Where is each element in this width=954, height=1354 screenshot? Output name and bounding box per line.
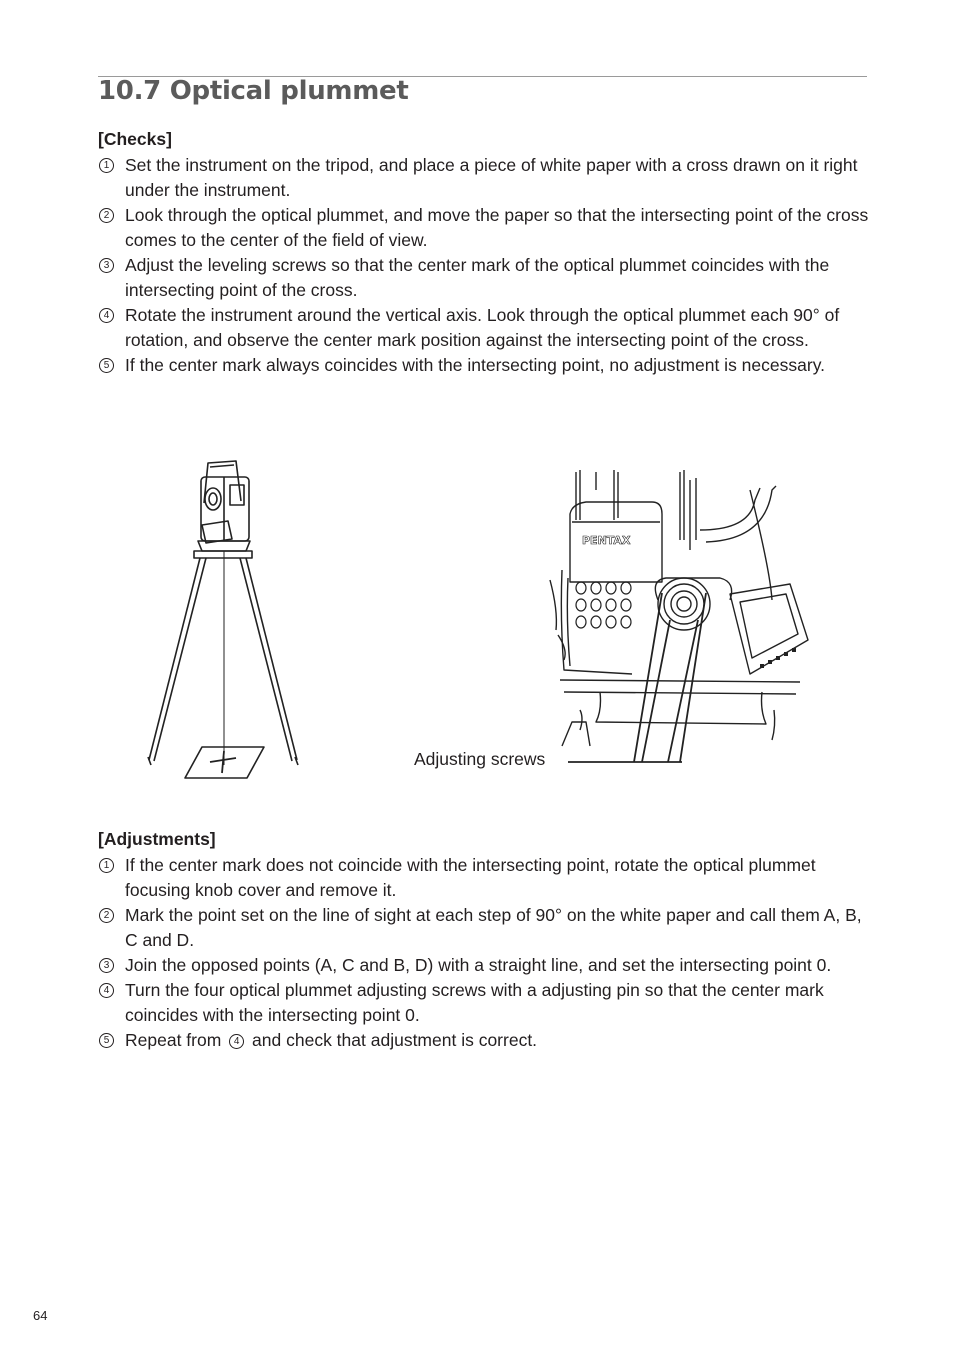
step-text-post: and check that adjustment is correct. (252, 1030, 538, 1050)
check-step (98, 203, 873, 253)
checks-list (98, 153, 873, 378)
step-text: If the center mark always coincides with the intersecting point, no adjustment is necessary. (125, 355, 826, 375)
step-text: Rotate the instrument around the vertical axis. Look through the optical plummet each 90° of rotation, and observe the center mark position against the intersecting point of the cross. (125, 305, 840, 350)
adjustments-list (98, 853, 873, 1053)
step-text: Mark the point set on the line of sight at each step of 90° on the white paper and call them A, B, C and D. (125, 905, 862, 950)
optical-plummet-closeup (540, 460, 820, 770)
check-step (98, 253, 873, 303)
adjustment-step (98, 953, 873, 978)
step-number: 2 (99, 908, 114, 923)
step-number: 4 (99, 983, 114, 998)
step-number: 5 (99, 358, 114, 373)
adjustment-step (98, 978, 873, 1028)
check-step (98, 353, 873, 378)
step-number: 2 (99, 208, 114, 223)
step-number: 5 (99, 1033, 114, 1048)
step-number: 1 (99, 858, 114, 873)
check-step (98, 303, 873, 353)
adjustment-step (98, 853, 873, 903)
brand-logo: PENTAX (582, 534, 631, 547)
step-text-pre: Repeat from (125, 1030, 222, 1050)
page-title: 10.7 Optical plummet (98, 76, 409, 106)
step-number: 1 (99, 158, 114, 173)
step-number: 3 (99, 258, 114, 273)
adjustment-step (98, 903, 873, 953)
step-text: Turn the four optical plummet adjusting screws with a adjusting pin so that the center mark coincides with the intersecting point 0. (125, 980, 824, 1025)
adjustment-step (98, 1028, 873, 1053)
step-text: Set the instrument on the tripod, and place a piece of white paper with a cross drawn on it right under the instrument. (125, 155, 858, 200)
step-number: 4 (99, 308, 114, 323)
checks-heading: [Checks] (98, 129, 172, 149)
page-number: 64 (33, 1308, 48, 1323)
step-text: Join the opposed points (A, C and B, D) with a straight line, and set the intersecting point 0. (125, 955, 832, 975)
step-number: 3 (99, 958, 114, 973)
step-text: Adjust the leveling screws so that the center mark of the optical plummet coincides with the intersecting point of the cross. (125, 255, 830, 300)
step-text: Look through the optical plummet, and move the paper so that the intersecting point of the cross comes to the center of the field of view. (125, 205, 869, 250)
check-step (98, 153, 873, 203)
step-reference: 4 (229, 1034, 244, 1049)
tripod-illustration (140, 455, 310, 785)
adjusting-screws-label: Adjusting screws (414, 749, 546, 769)
step-text: If the center mark does not coincide with the intersecting point, rotate the optical plummet focusing knob cover and remove it. (125, 855, 816, 900)
adjustments-heading: [Adjustments] (98, 829, 216, 849)
